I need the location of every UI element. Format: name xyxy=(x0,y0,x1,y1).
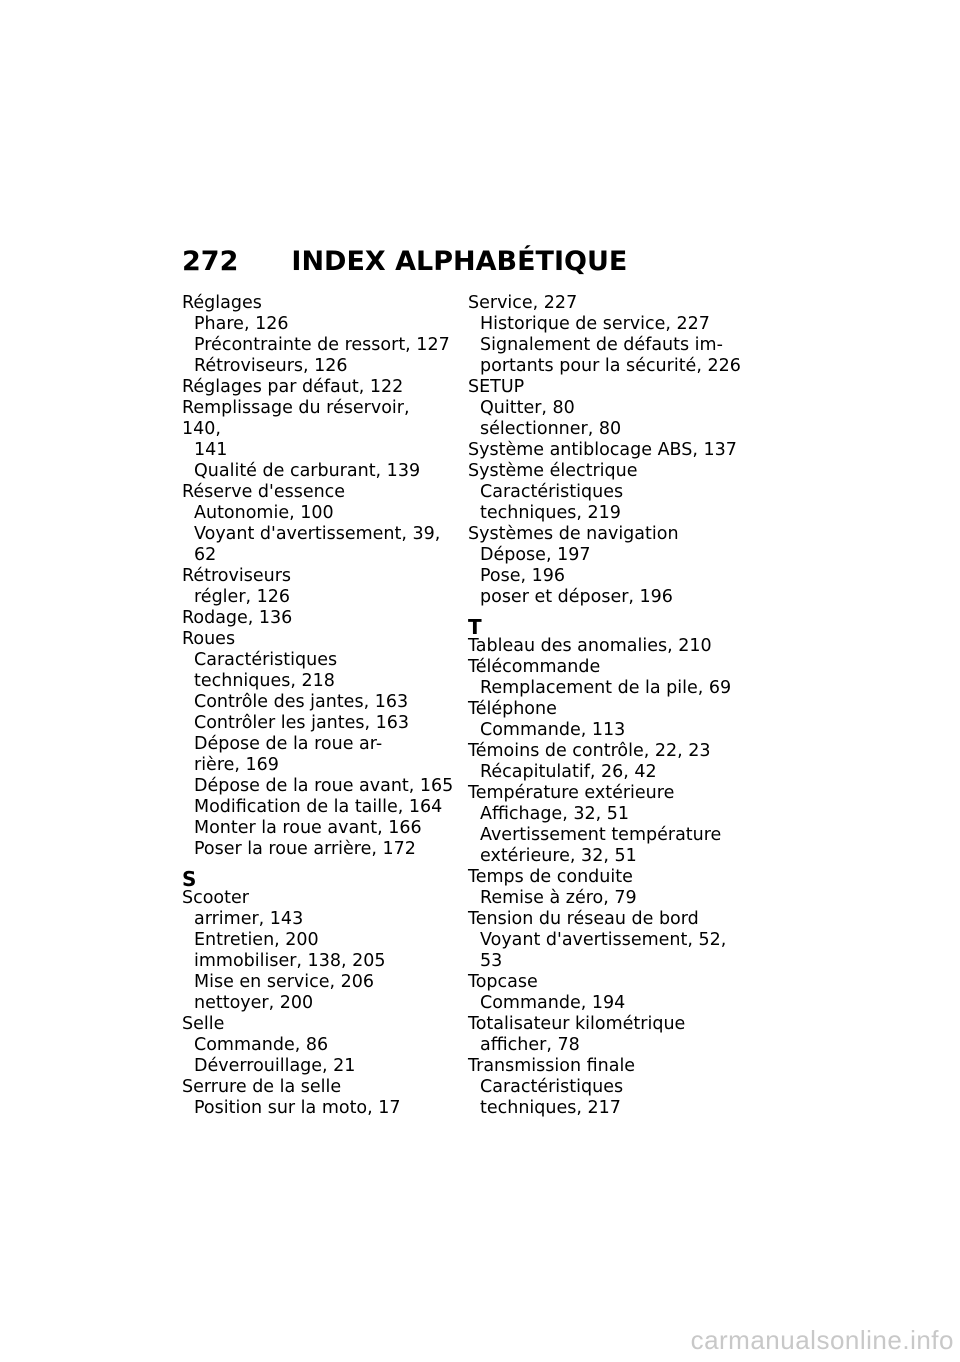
index-subentry-line: Contrôle des jantes, 163 xyxy=(194,692,409,712)
index-entry: Réserve d'essence xyxy=(182,482,346,502)
index-entry: Topcase xyxy=(468,972,538,992)
index-subentry xyxy=(182,797,454,818)
index-subentry-line: techniques, 217 xyxy=(480,1098,621,1118)
index-subentry-line: Commande, 194 xyxy=(480,993,626,1013)
index-subentry-line: Récapitulatif, 26, 42 xyxy=(480,762,657,782)
index-subentry-line: Dépose, 197 xyxy=(480,545,591,565)
index-subentry-line: arrimer, 143 xyxy=(194,909,304,929)
index-subentry xyxy=(468,1077,740,1119)
index-entry: Tableau des anomalies, 210 xyxy=(468,636,712,656)
index-subentry xyxy=(182,440,454,461)
index-column-right xyxy=(468,293,740,1119)
page-header xyxy=(182,244,627,280)
watermark: carmanualsonline.info xyxy=(690,1325,954,1355)
index-subentry xyxy=(182,524,454,566)
index-subentry-line: Affichage, 32, 51 xyxy=(480,804,629,824)
index-subentry xyxy=(468,419,740,440)
index-subentry xyxy=(182,461,454,482)
index-subentry-line: Remise à zéro, 79 xyxy=(480,888,637,908)
index-entry: Système électrique xyxy=(468,461,638,481)
index-subentry-line: 62 xyxy=(194,545,217,565)
index-subentry xyxy=(468,566,740,587)
index-subentry xyxy=(182,314,454,335)
index-subentry-line: rière, 169 xyxy=(194,755,279,775)
index-subentry-line: Phare, 126 xyxy=(194,314,289,334)
index-subentry xyxy=(468,587,740,608)
index-subentry-line: Précontrainte de ressort, 127 xyxy=(194,335,450,355)
index-entry: Scooter xyxy=(182,888,249,908)
index-entry: Témoins de contrôle, 22, 23 xyxy=(468,741,711,761)
index-subentry-line: Quitter, 80 xyxy=(480,398,575,418)
index-subentry-line: Voyant d'avertissement, 52, xyxy=(480,930,727,950)
page-title: INDEX ALPHABÉTIQUE xyxy=(291,246,628,277)
index-subentry xyxy=(182,930,454,951)
index-subentry-line: Signalement de défauts im- xyxy=(480,335,723,355)
index-subentry-line: immobiliser, 138, 205 xyxy=(194,951,386,971)
index-subentry-line: Position sur la moto, 17 xyxy=(194,1098,401,1118)
index-subentry xyxy=(182,734,454,776)
index-subentry-line: Voyant d'avertissement, 39, xyxy=(194,524,441,544)
index-entry: Serrure de la selle xyxy=(182,1077,342,1097)
index-subentry-line: Caractéristiques xyxy=(480,482,624,502)
index-subentry-line: Avertissement température xyxy=(480,825,722,845)
index-subentry xyxy=(182,1035,454,1056)
index-subentry xyxy=(468,825,740,867)
index-column-left xyxy=(182,293,454,1119)
index-subentry xyxy=(182,587,454,608)
index-subentry xyxy=(468,678,740,699)
index-subentry xyxy=(182,335,454,356)
index-subentry xyxy=(182,692,454,713)
index-subentry xyxy=(468,314,740,335)
index-subentry xyxy=(468,1035,740,1056)
index-entry: Service, 227 xyxy=(468,293,578,313)
index-subentry xyxy=(182,909,454,930)
index-subentry-line: Poser la roue arrière, 172 xyxy=(194,839,416,859)
index-subentry-line: poser et déposer, 196 xyxy=(480,587,673,607)
index-entry: Téléphone xyxy=(468,699,557,719)
index-letter-heading: T xyxy=(468,615,482,639)
index-subentry-line: techniques, 219 xyxy=(480,503,621,523)
index-subentry-line: Entretien, 200 xyxy=(194,930,319,950)
index-entry: Système antiblocage ABS, 137 xyxy=(468,440,737,460)
index-subentry-line: 53 xyxy=(480,951,503,971)
index-entry: Selle xyxy=(182,1014,225,1034)
index-subentry xyxy=(468,482,740,524)
index-entry: Réglages xyxy=(182,293,262,313)
index-entry: Rodage, 136 xyxy=(182,608,293,628)
index-subentry-line: Modification de la taille, 164 xyxy=(194,797,443,817)
index-subentry-line: Monter la roue avant, 166 xyxy=(194,818,422,838)
index-subentry xyxy=(182,713,454,734)
index-subentry xyxy=(182,1056,454,1077)
index-subentry xyxy=(182,951,454,972)
index-subentry xyxy=(182,993,454,1014)
index-entry: Transmission finale xyxy=(468,1056,636,1076)
index-subentry-line: afficher, 78 xyxy=(480,1035,580,1055)
index-subentry-line: Caractéristiques xyxy=(194,650,338,670)
index-subentry-line: Historique de service, 227 xyxy=(480,314,710,334)
index-subentry xyxy=(182,776,454,797)
index-subentry-line: 141 xyxy=(194,440,228,460)
index-subentry xyxy=(468,398,740,419)
index-subentry-line: Autonomie, 100 xyxy=(194,503,334,523)
index-entry: Remplissage du réservoir, 140, xyxy=(182,398,410,439)
index-subentry xyxy=(182,356,454,377)
index-entry: Tension du réseau de bord xyxy=(468,909,699,929)
index-subentry-line: Qualité de carburant, 139 xyxy=(194,461,421,481)
index-entry: Temps de conduite xyxy=(468,867,633,887)
index-subentry xyxy=(468,993,740,1014)
index-subentry-line: Remplacement de la pile, 69 xyxy=(480,678,732,698)
index-subentry xyxy=(182,650,454,692)
index-entry: Totalisateur kilométrique xyxy=(468,1014,686,1034)
index-subentry-line: Rétroviseurs, 126 xyxy=(194,356,348,376)
index-subentry-line: Dépose de la roue avant, 165 xyxy=(194,776,454,796)
index-subentry xyxy=(182,839,454,860)
index-subentry xyxy=(468,804,740,825)
index-subentry-line: Dépose de la roue ar- xyxy=(194,734,383,754)
index-subentry-line: Caractéristiques xyxy=(480,1077,624,1097)
index-subentry-line: Mise en service, 206 xyxy=(194,972,375,992)
index-entry: SETUP xyxy=(468,377,525,397)
index-subentry-line: techniques, 218 xyxy=(194,671,335,691)
index-subentry-line: Commande, 86 xyxy=(194,1035,329,1055)
index-entry: Roues xyxy=(182,629,236,649)
index-entry: Télécommande xyxy=(468,657,601,677)
index-entry: Rétroviseurs xyxy=(182,566,292,586)
index-subentry xyxy=(468,930,740,972)
index-entry: Température extérieure xyxy=(468,783,675,803)
index-subentry-line: Déverrouillage, 21 xyxy=(194,1056,356,1076)
index-subentry xyxy=(468,545,740,566)
index-subentry xyxy=(182,818,454,839)
index-entry: Réglages par défaut, 122 xyxy=(182,377,404,397)
index-subentry-line: nettoyer, 200 xyxy=(194,993,314,1013)
index-entry: Systèmes de navigation xyxy=(468,524,679,544)
index-subentry-line: Contrôler les jantes, 163 xyxy=(194,713,410,733)
index-subentry xyxy=(182,1098,454,1119)
index-subentry xyxy=(182,972,454,993)
index-subentry-line: Pose, 196 xyxy=(480,566,566,586)
index-subentry xyxy=(468,720,740,741)
index-letter-heading: S xyxy=(182,867,197,891)
index-subentry xyxy=(468,888,740,909)
index-subentry-line: extérieure, 32, 51 xyxy=(480,846,637,866)
index-subentry-line: portants pour la sécurité, 226 xyxy=(480,356,741,376)
index-subentry-line: Commande, 113 xyxy=(480,720,626,740)
index-subentry-line: régler, 126 xyxy=(194,587,291,607)
page-number: 272 xyxy=(182,246,239,277)
index-subentry xyxy=(468,335,740,377)
index-subentry-line: sélectionner, 80 xyxy=(480,419,622,439)
index-subentry xyxy=(468,762,740,783)
index-subentry xyxy=(182,503,454,524)
